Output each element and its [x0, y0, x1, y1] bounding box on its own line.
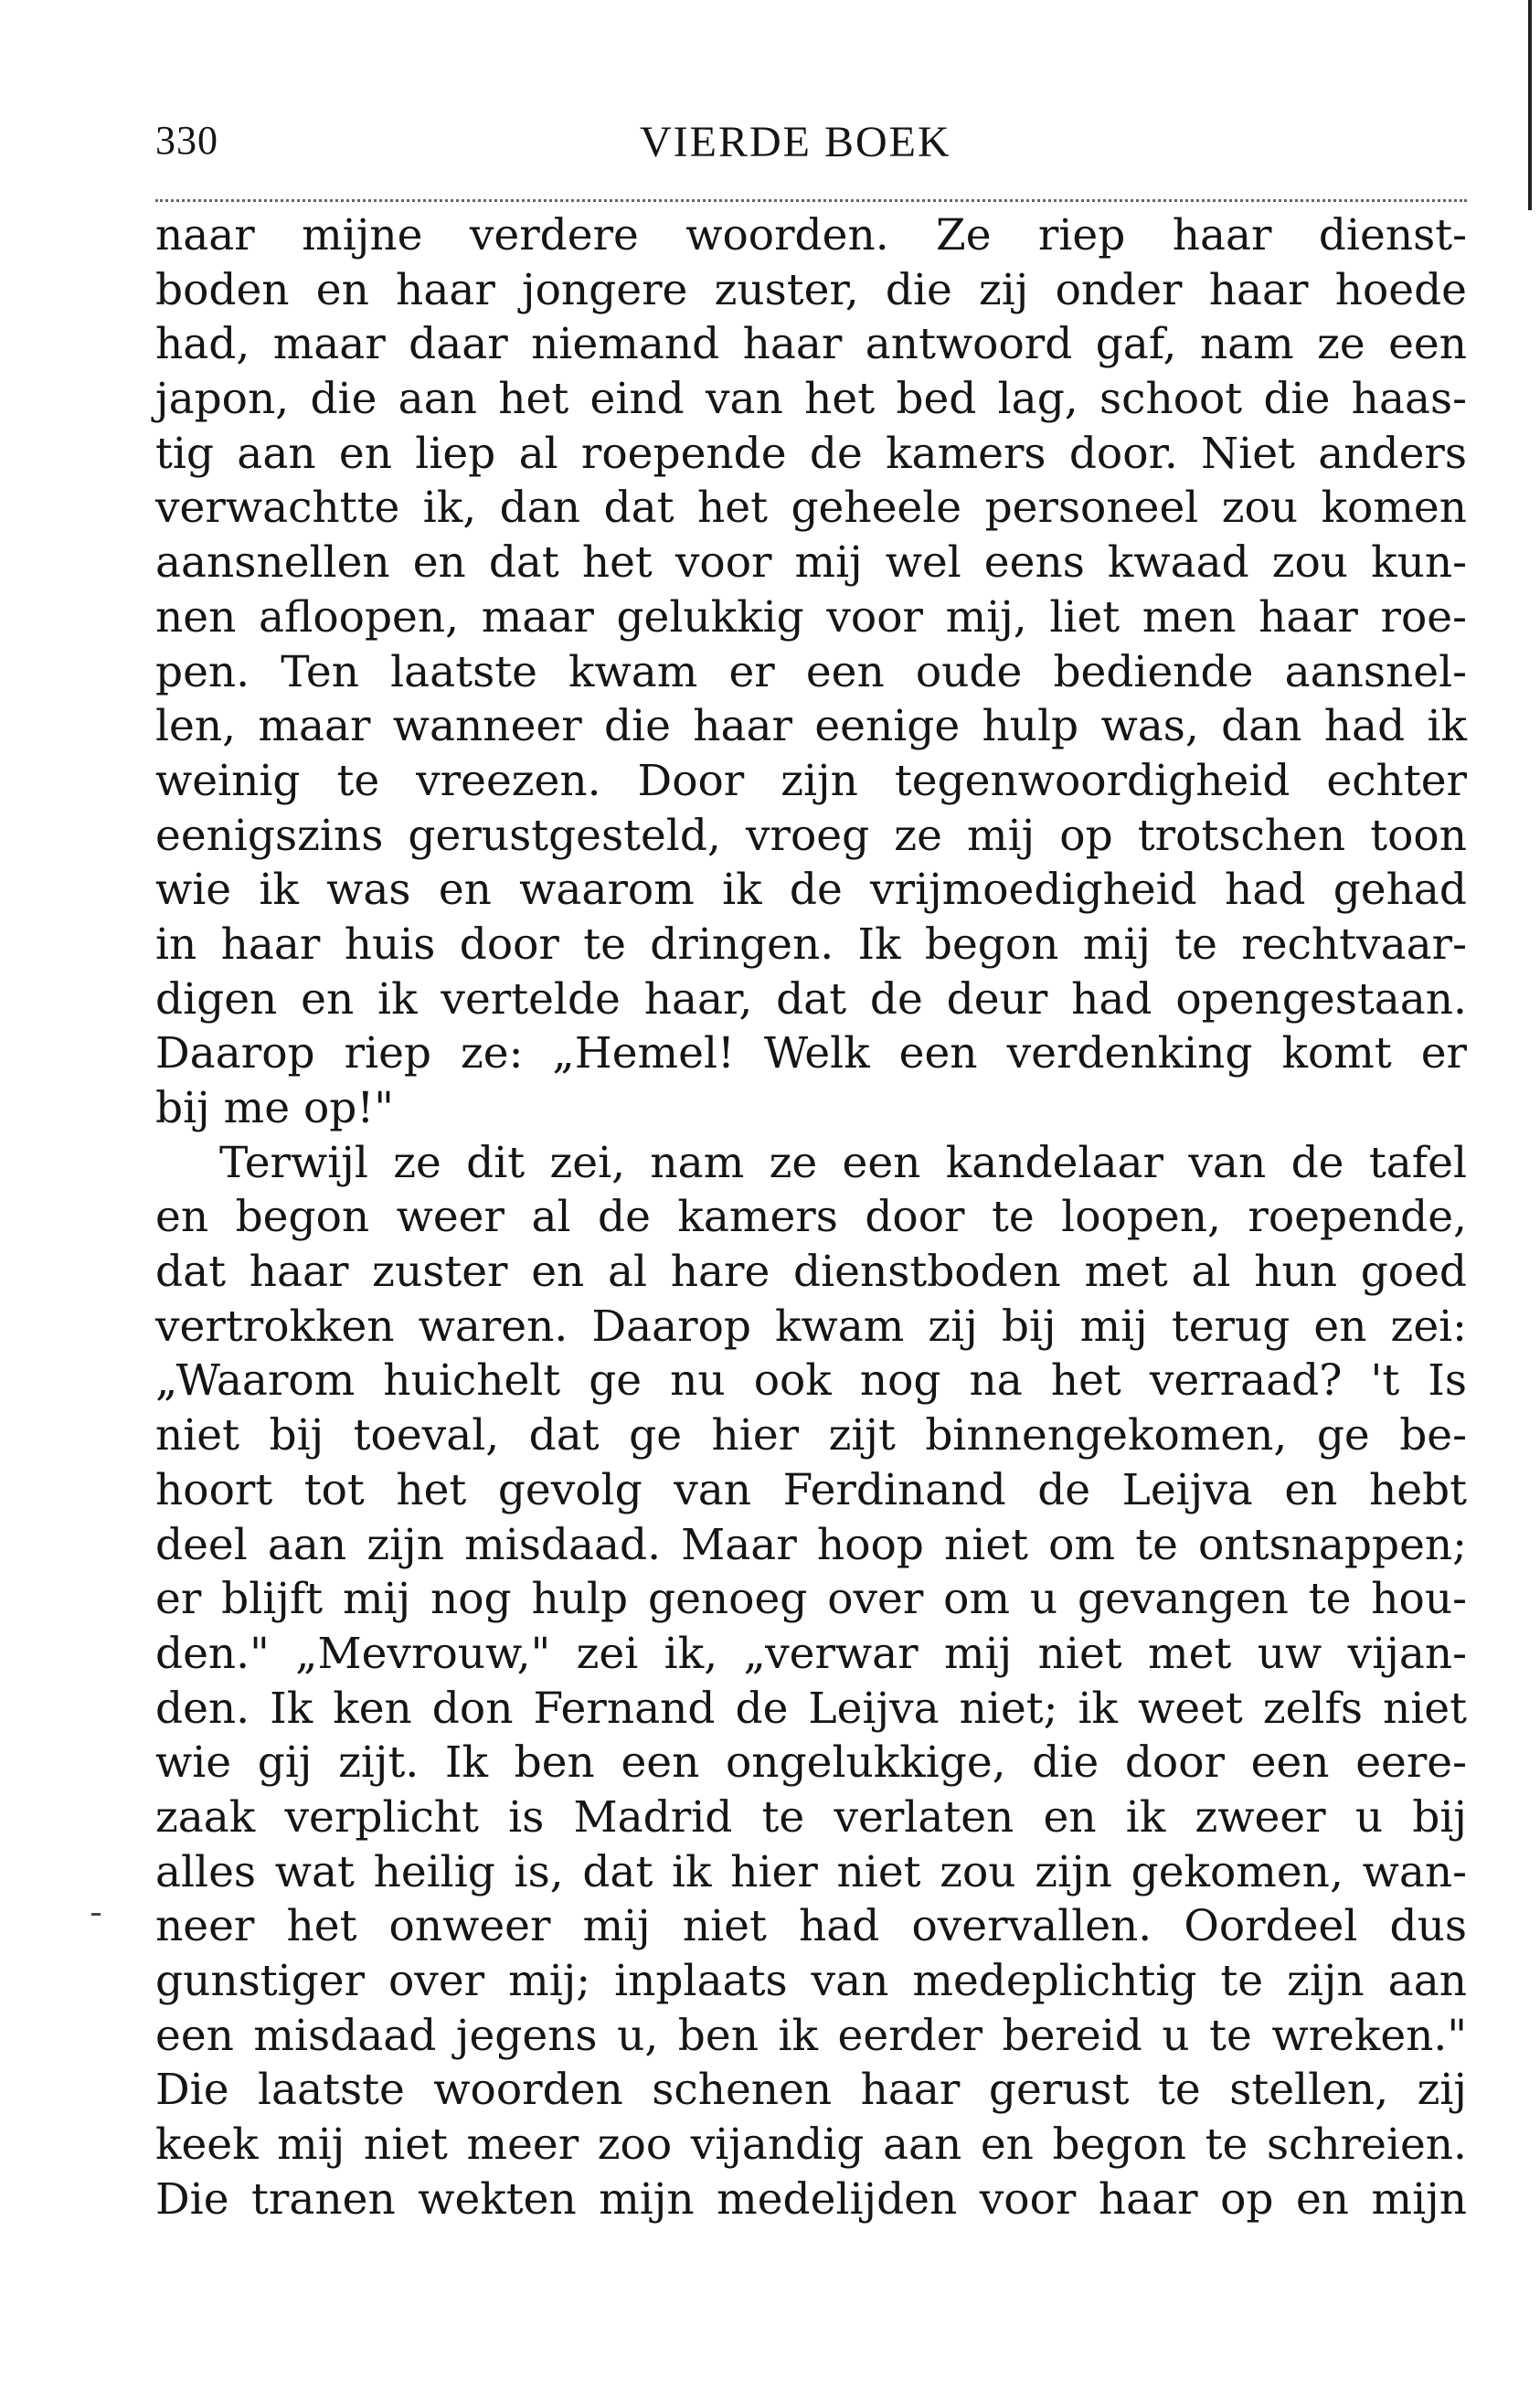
text-line: dat haar zuster en al hare dienstboden met al hun goed [155, 1247, 1467, 1298]
text-line: len, maar wanneer die haar eenige hulp was, dan had ik [155, 701, 1467, 752]
margin-mark [91, 1913, 101, 1916]
text-line: naar mijne verdere woorden. Ze riep haar dienst- [155, 210, 1467, 260]
text-line: vertrokken waren. Daarop kwam zij bij mij terug en zei: [155, 1301, 1467, 1352]
text-line: digen en ik vertelde haar, dat de deur had opengestaan. [155, 973, 1467, 1025]
text-line: wie gij zijt. Ik ben een ongelukkige, die door een eere- [155, 1737, 1467, 1789]
text-line: in haar huis door te dringen. Ik begon mij te rechtvaar- [155, 919, 1467, 970]
body-text [155, 208, 1467, 2226]
text-line: Die tranen wekten mijn medelijden voor haar op en mijn [155, 2173, 1467, 2225]
text-line: alles wat heilig is, dat ik hier niet zou zijn gekomen, wan- [155, 1846, 1467, 1897]
page-header [155, 117, 1467, 172]
text-line: eenigszins gerustgesteld, vroeg ze mij op trotschen toon [155, 810, 1467, 861]
text-line: zaak verplicht is Madrid te verlaten en ik zweer u bij [155, 1791, 1467, 1843]
text-line: weinig te vreezen. Door zijn tegenwoordigheid echter [155, 755, 1467, 806]
text-line: keek mij niet meer zoo vijandig aan en begon te schreien. [155, 2119, 1467, 2171]
page-number: 330 [155, 118, 218, 163]
text-line: verwachtte ik, dan dat het geheele personeel zou komen [155, 483, 1467, 534]
text-line: pen. Ten laatste kwam er een oude bediende aansnel- [155, 646, 1467, 697]
text-line: Daarop riep ze: „Hemel! Welk een verdenking komt er [155, 1028, 1467, 1079]
text-line: bij me op!" [155, 1083, 394, 1133]
text-line: japon, die aan het eind van het bed lag, schoot die haas- [155, 374, 1467, 425]
text-line: Terwijl ze dit zei, nam ze een kandelaar van de tafel [219, 1137, 1467, 1188]
text-line: gunstiger over mij; inplaats van medeplichtig te zijn aan [155, 1956, 1467, 2006]
text-line: had, maar daar niemand haar antwoord gaf, nam ze een [155, 319, 1467, 370]
text-line: nen afloopen, maar gelukkig voor mij, liet men haar roe- [155, 591, 1467, 643]
text-line: den." „Mevrouw," zei ik, „verwar mij niet met uw vijan- [155, 1628, 1467, 1679]
text-line: aansnellen en dat het voor mij wel eens kwaad zou kun- [155, 537, 1467, 589]
text-line: „Waarom huichelt ge nu ook nog na het verraad? 't Is [155, 1355, 1467, 1407]
header-rule [155, 199, 1467, 202]
text-line: wie ik was en waarom ik de vrijmoedigheid had gehad [155, 865, 1467, 916]
text-line: er blijft mij nog hulp genoeg over om u gevangen te hou- [155, 1574, 1467, 1625]
running-head: VIERDE BOEK [640, 118, 951, 166]
text-line: tig aan en liep al roepende de kamers door. Niet anders [155, 428, 1467, 479]
text-line: deel aan zijn misdaad. Maar hoop niet om te ontsnappen; [155, 1519, 1467, 1570]
text-line: den. Ik ken don Fernand de Leijva niet; ik weet zelfs niet [155, 1683, 1467, 1734]
text-line: hoort tot het gevolg van Ferdinand de Leijva en hebt [155, 1464, 1467, 1515]
text-line: niet bij toeval, dat ge hier zijt binnengekomen, ge be- [155, 1410, 1467, 1461]
text-line: Die laatste woorden schenen haar gerust te stellen, zij [155, 2065, 1467, 2116]
text-line: een misdaad jegens u, ben ik eerder bereid u te wreken." [155, 2010, 1467, 2061]
text-line: boden en haar jongere zuster, die zij onder haar hoede [155, 264, 1467, 315]
text-line: neer het onweer mij niet had overvallen. Oordeel dus [155, 1901, 1467, 1952]
page-edge-mark [1528, 0, 1532, 210]
text-line: en begon weer al de kamers door te loopen, roepende, [155, 1192, 1467, 1243]
